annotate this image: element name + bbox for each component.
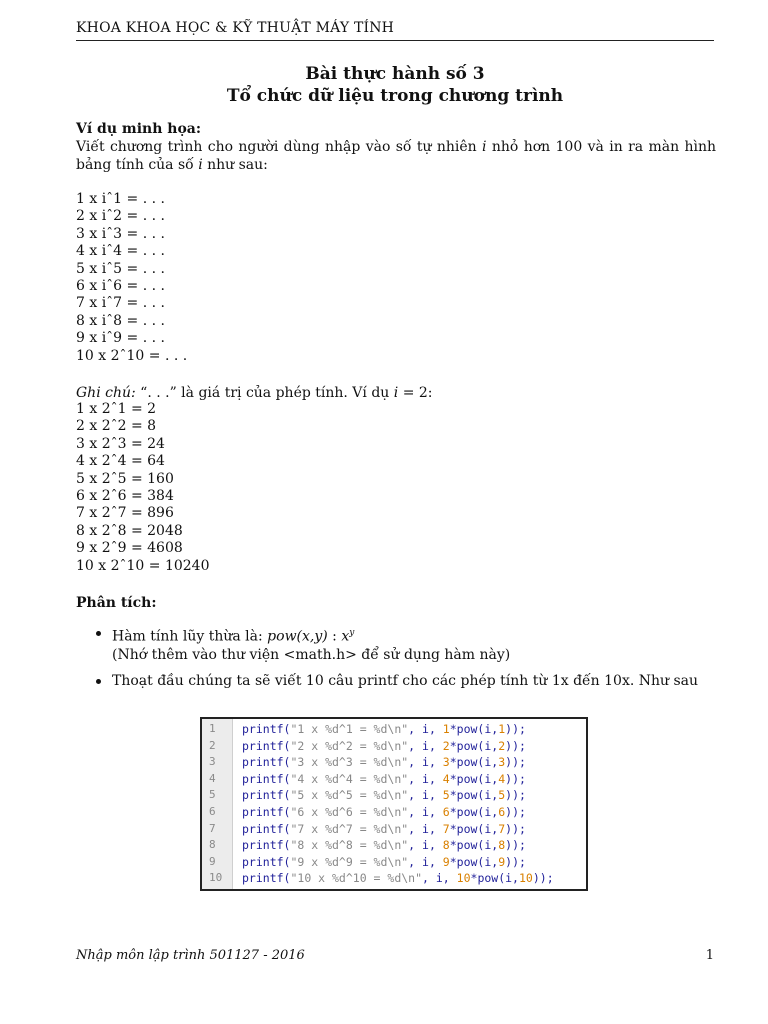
line-number: 7: [209, 821, 216, 835]
example-line: 8 x iˆ8 = . . .: [76, 312, 165, 329]
note-line: 6 x 2ˆ6 = 384: [76, 488, 174, 505]
note-line: 1 x 2ˆ1 = 2: [76, 401, 157, 417]
note-line: 10 x 2ˆ10 = 10240: [76, 557, 210, 574]
footer-course: Nhập môn lập trình 501127 - 2016: [76, 948, 305, 963]
example-intro: Viết chương trình cho người dùng nhập vào số tự nhiên i nhỏ hơn 100 và in ra màn hình bảng tính của số i như sau:: [76, 139, 716, 173]
line-number: 2: [209, 738, 216, 752]
lab-title: Bài thực hành số 3: [305, 64, 485, 84]
note-line: 7 x 2ˆ7 = 896: [76, 505, 174, 522]
note-line: 3 x 2ˆ3 = 24: [76, 435, 165, 452]
line-number: 4: [209, 771, 216, 785]
example-line: 5 x iˆ5 = . . .: [76, 260, 165, 277]
line-number: 9: [209, 854, 216, 868]
bullet-printf: Thoạt đầu chúng ta sẽ viết 10 câu printf cho các phép tính từ 1x đến 10x. Như sau: [96, 672, 698, 690]
code-snippet: 1 printf("1 x %d^1 = %d\n", i, 1*pow(i,1)); 2 printf("2 x %d^2 = %d\n", i, 2*pow(i,2)); 3 printf("3 x %d^3 = %d\n", i, 3*pow(i,3)); 4 printf("4 x %d^4 = %d\n", i, 4*pow(i,4)); 5 printf("5 x %d^5 = %d\n", i, 5*pow(i,5)); 6 printf("6 x %d^6 = %d\n", i, 6*pow(i,6)); 7 printf("7 x %d^7 = %d\n", i, 7*pow(i,7)); 8 printf("8 x %d^8 = %d\n", i, 8*pow(i,8)); 9 printf("9 x %d^9 = %d\n", i, 9*pow(i,9)); 10 printf("10 x %d^10 = %d\n", i, 10*pow(i,10));: [200, 717, 588, 891]
example-line: 3 x iˆ3 = . . .: [76, 225, 165, 242]
line-number: 3: [209, 755, 216, 769]
bullet-pow: Hàm tính lũy thừa là: pow(x,y) : $x^y$ (Nhớ thêm vào thư viện <math.h> để sử dụng hàm này): [96, 624, 510, 664]
note-text: Ghi chú: “. . .” là giá trị của phép tính. Ví dụ i = 2:: [76, 385, 433, 401]
page-header: KHOA KHOA HỌC & KỸ THUẬT MÁY TÍNH: [76, 20, 714, 41]
note-line: 9 x 2ˆ9 = 4608: [76, 540, 183, 557]
line-number: 5: [209, 788, 216, 802]
example-line: 2 x iˆ2 = . . .: [76, 208, 165, 225]
line-number: 6: [209, 805, 216, 818]
line-number: 10: [209, 871, 223, 885]
example-lines: [76, 191, 187, 365]
example-line: 10 x 2ˆ10 = . . .: [76, 347, 188, 364]
example-line: 9 x iˆ9 = . . .: [76, 330, 165, 347]
line-number: 1: [209, 722, 216, 735]
analysis-heading: Phân tích:: [76, 595, 157, 611]
bullet-dot: [96, 679, 101, 684]
page-number: 1: [705, 948, 714, 963]
note-lines: [76, 401, 210, 575]
example-line: 4 x iˆ4 = . . .: [76, 243, 165, 260]
note-line: 8 x 2ˆ8 = 2048: [76, 522, 183, 539]
example-heading: Ví dụ minh họa:: [76, 121, 202, 137]
example-line: 1 x iˆ1 = . . .: [76, 191, 165, 207]
line-number: 8: [209, 838, 216, 852]
note-line: 5 x 2ˆ5 = 160: [76, 470, 174, 487]
note-line: 4 x 2ˆ4 = 64: [76, 453, 165, 470]
example-line: 7 x iˆ7 = . . .: [76, 295, 165, 312]
lab-subtitle: Tổ chức dữ liệu trong chương trình: [226, 86, 564, 106]
bullet-dot: [96, 631, 101, 636]
example-line: 6 x iˆ6 = . . .: [76, 278, 165, 295]
note-line: 2 x 2ˆ2 = 8: [76, 418, 157, 435]
